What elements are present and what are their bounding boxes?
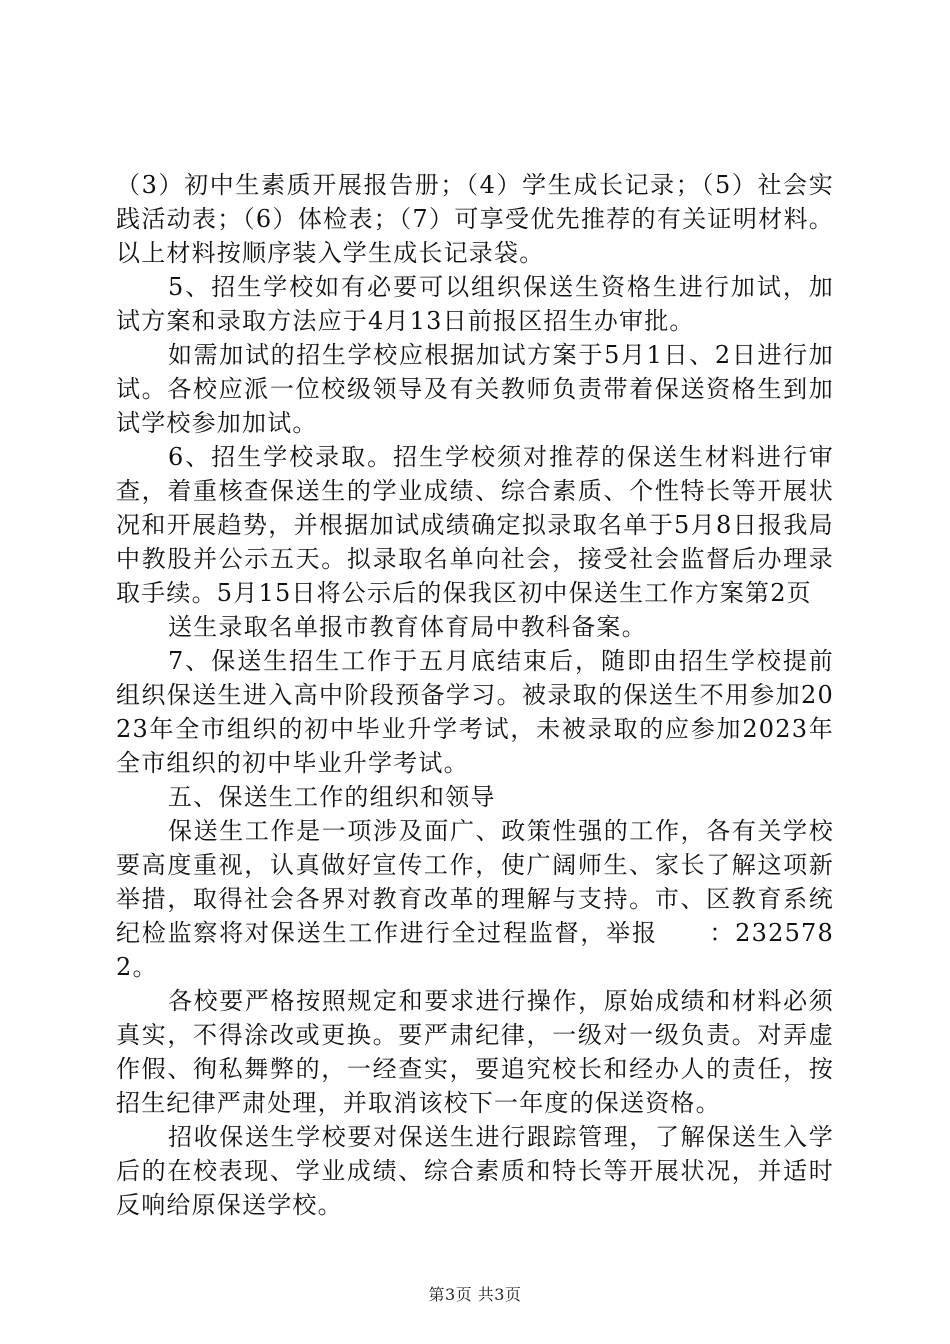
section-heading-organization: 五、保送生工作的组织和领导	[168, 783, 496, 811]
paragraph-item-6-admission: 6、招生学校录取。招生学校须对推荐的保送生材料进行审查，着重核查保送生的学业成绩、综合素质、个性特长等开展状况和开展趋势，并根据加试成绩确定拟录取名单于5月8日报我局中教股并公示五天。拟录取名单向社会，接受社会监督后办理录取手续。5月15日将公示后的保我区初中保送生工作方案第2页	[116, 443, 834, 607]
paragraph-item-7-completion: 7、保送生招生工作于五月底结束后，随即由招生学校提前组织保送生进入高中阶段预备学习。被录取的保送生不用参加2023年全市组织的初中毕业升学考试，未被录取的应参加2023年全市组织的初中毕业升学考试。	[116, 647, 834, 777]
paragraph-admission-filing: 送生录取名单报市教育体育局中教科备案。	[168, 613, 647, 641]
paragraph-materials-list: （3）初中生素质开展报告册；（4）学生成长记录；（5）社会实践活动表；（6）体检表；（7）可享受优先推荐的有关证明材料。以上材料按顺序装入学生成长记录袋。	[116, 171, 834, 267]
paragraph-item-5-extra-exam: 5、招生学校如有必要可以组织保送生资格生进行加试，加试方案和录取方法应于4月13日前报区招生办审批。	[116, 273, 834, 335]
paragraph-organization-importance: 保送生工作是一项涉及面广、政策性强的工作，各有关学校要高度重视，认真做好宣传工作，使广阔师生、家长了解这项新举措，取得社会各界对教育改革的理解与支持。市、区教育系统纪检监察将对保送生工作进行全过程监督，举报 ：2325782。	[116, 817, 834, 981]
page-number-footer: 第3页 共3页	[428, 1285, 522, 1304]
paragraph-extra-exam-schedule: 如需加试的招生学校应根据加试方案于5月1日、2日进行加试。各校应派一位校级领导及有关教师负责带着保送资格生到加试学校参加加试。	[116, 341, 834, 437]
paragraph-discipline: 各校要严格按照规定和要求进行操作，原始成绩和材料必须真实，不得涂改或更换。要严肃纪律，一级对一级负责。对弄虚作假、徇私舞弊的，一经查实，要追究校长和经办人的责任，按招生纪律严肃处理，并取消该校下一年度的保送资格。	[116, 987, 834, 1117]
document-body	[116, 168, 834, 1222]
paragraph-tracking-management: 招收保送生学校要对保送生进行跟踪管理，了解保送生入学后的在校表现、学业成绩、综合素质和特长等开展状况，并适时反响给原保送学校。	[116, 1123, 834, 1219]
